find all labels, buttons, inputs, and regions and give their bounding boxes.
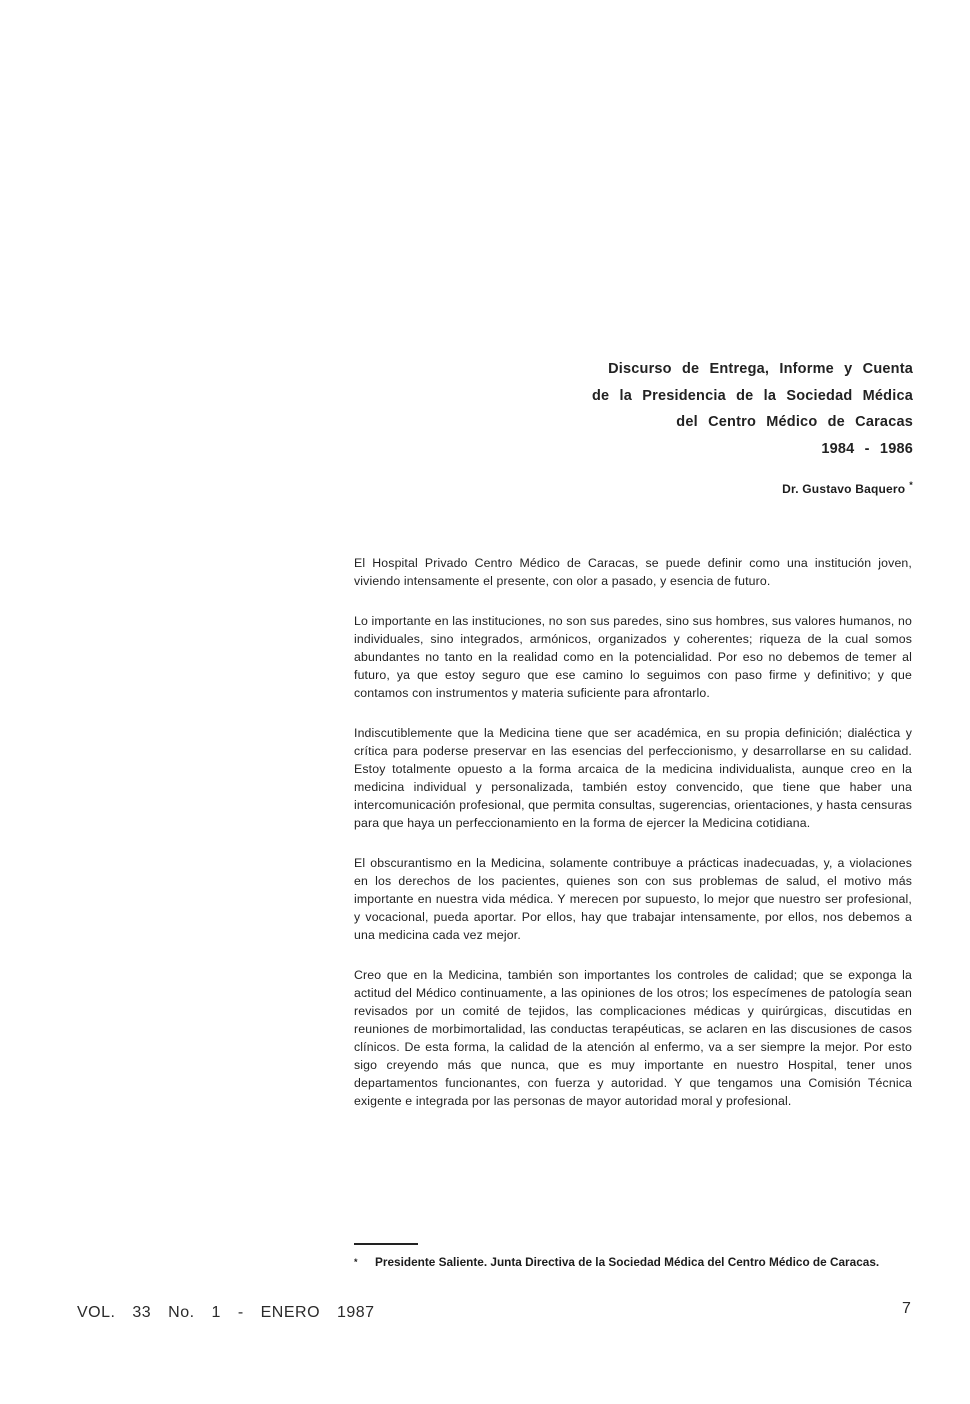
footnote-reference-mark: * [909, 480, 913, 490]
article-body [354, 554, 912, 1132]
body-paragraph: El obscurantismo en la Medicina, solamente contribuye a prácticas inadecuadas, y, a violaciones en los derechos de los pacientes, quienes son con sus problemas de salud, el motivo más importante en nuestra vida médica. Y merecen por supuesto, lo mejor que nuestro ser profesional, y vocacional, pueda aportar. Por ellos, hay que trabajar intensamente, por ellos, nos debemos a una medicina cada vez mejor. [354, 856, 912, 942]
author-byline [782, 477, 913, 497]
body-paragraph: Lo importante en las instituciones, no son sus paredes, sino sus hombres, sus valores humanos, no individuales, sino integrados, armónicos, organizados y coherentes; riqueza de la cual somos abundantes no tanto en la realidad como en la potencialidad. Por eso no debemos de temer al futuro, ya que estoy seguro que ese camino lo seguimos con paso firme y definitivo; y que contamos con instrumentos y materia suficiente para afrontarlo. [354, 614, 912, 700]
body-paragraph: Creo que en la Medicina, también son importantes los controles de calidad; que se exponga la actitud del Médico continuamente, a las opiniones de los otros; los especímenes de patología sean revisados por un comité de tejidos, las complicaciones médicas y quirúrgicas, discutidas en reuniones de morbimortalidad, las conductas terapéuticas, se aclaren en las discusiones de casos clínicos. De esta forma, la calidad de la atención al enfermo, va a ser siempre la mejor. Por esto sigo creyendo más que nunca, que es muy importante en nuestro Hospital, tener unos departamentos funcionantes, con fuerza y autoridad. Y que tengamos una Comisión Técnica exigente e integrada por las personas de mayor autoridad moral y profesional. [354, 968, 912, 1108]
author-name: Dr. Gustavo Baquero [782, 482, 906, 496]
footnote [354, 1253, 894, 1271]
title-years: 1984 - 1986 [821, 440, 913, 457]
footnote-text: Presidente Saliente. Junta Directiva de la Sociedad Médica del Centro Médico de Caracas. [375, 1255, 880, 1269]
footnote-divider [354, 1243, 418, 1245]
title-line: Discurso de Entrega, Informe y Cuenta [608, 361, 913, 377]
footnote-mark: * [354, 1257, 358, 1267]
body-paragraph: Indiscutiblemente que la Medicina tiene que ser académica, en su propia definición; dialéctica y crítica para poderse preservar en las esencias del perfeccionismo, y desarrollarse en su calidad. Estoy totalmente opuesto a la forma arcaica de la medicina individualista, aunque creo en la medicina individual y personalizada, también estoy convencido, que tiene que haber una intercomunicación profesional, que permita consultas, sugerencias, orientaciones, y hasta censuras para que haya un perfeccionamiento en la forma de ejercer la Medicina cotidiana. [354, 726, 912, 830]
article-title [592, 356, 913, 462]
body-paragraph: El Hospital Privado Centro Médico de Caracas, se puede definir como una institución joven, viviendo intensamente el presente, con olor a pasado, y esencia de futuro. [354, 556, 912, 588]
page-number: 7 [902, 1300, 911, 1317]
journal-issue-line: VOL. 33 No. 1 - ENERO 1987 [77, 1304, 375, 1321]
title-line: de la Presidencia de la Sociedad Médica [591, 387, 913, 404]
title-line: del Centro Médico de Caracas [676, 414, 913, 430]
